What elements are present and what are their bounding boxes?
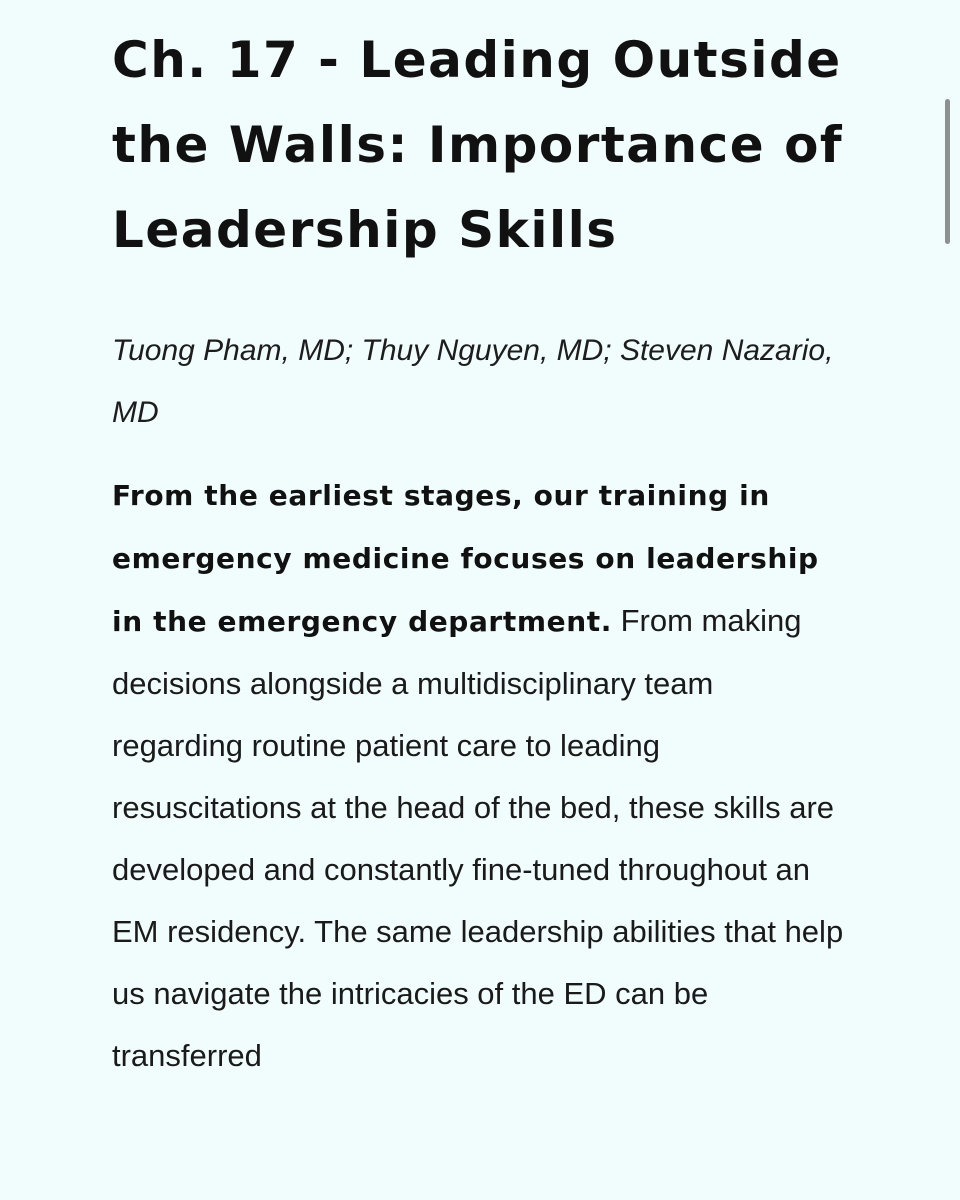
author-list: Tuong Pham, MD; Thuy Nguyen, MD; Steven Nazario, MD [112,334,834,429]
lead-sentence: From the earliest stages, our training in emergency medicine focuses on leadership in the emergency department. [112,479,819,638]
article-paragraph [112,464,847,1087]
paragraph-text: From making decisions alongside a multidisciplinary team regarding routine patient care to leading resuscitations at the head of the bed, these skills are developed and constantly fine-tuned throughout an EM residency. The same leadership abilities that help us navigate the intricacies of the ED can be transferred [112,603,844,1073]
scrollbar-thumb[interactable] [945,99,950,244]
chapter-title: Ch. 17 - Leading Outside the Walls: Importance of Leadership Skills [112,31,844,259]
article-content [112,18,852,1087]
